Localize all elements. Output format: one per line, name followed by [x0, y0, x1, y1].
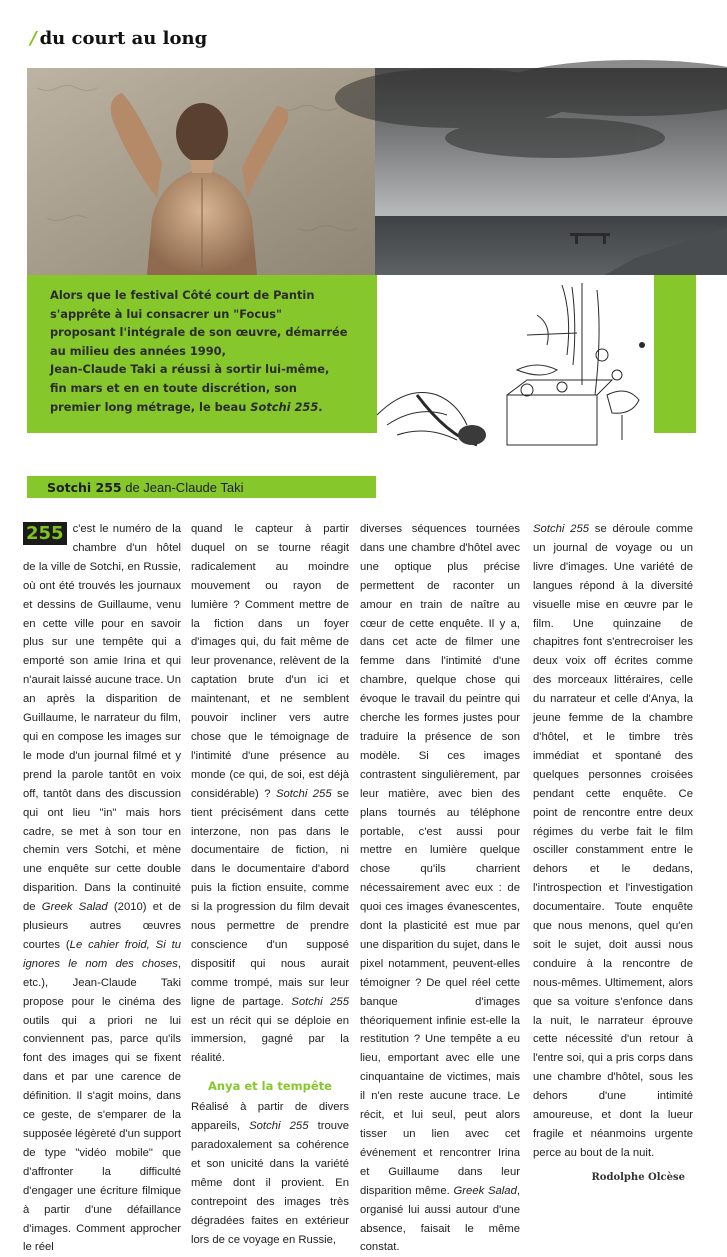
text-run: quand le capteur à partir duquel on se tourne réagit radicalement au moindre mouvement ou rayon de lumière ? Comment mettre de la fiction dans un foyer d'images qui, du fait même de leur provenance, relèvent de la captation brute d'un ici et maintenant, et ne semblent pouvoir incliner vers autre chose que le témoignage de l'intimité d'une présence au monde (ce qui, de soi, est déjà considérable) ? [191, 523, 349, 800]
text-run-italic: Sotchi 255 [275, 787, 332, 800]
photo-stormy-sea [375, 68, 727, 275]
section-title-text: du court au long [39, 28, 208, 49]
text-run: trouve paradoxalement sa cohérence et son unicité dans la variété même dont il provient. En contrepoint des images très dégradées faites en extérieur lors de ce voyage en Russie, [191, 1120, 349, 1246]
article-column-2 [191, 520, 349, 1250]
intro-line: Alors que le festival Côté court de Pantin [50, 288, 315, 302]
article-column-4 [533, 520, 693, 1188]
intro-line [50, 398, 368, 417]
text-run: diverses séquences tournées dans une chambre d'hôtel avec une optique plus précise permettent de raconter un amour en train de naître au cœur de cette enquête. Il y a, dans cet acte de filmer une femme dans l'intimité d'une chambre, quelque chose qui évoque le travail du peintre qui cherche les formes justes pour traduire la présence de son modèle. Si ces images contrastent singulièrement, par leur matière, avec bien des plans tournés au téléphone portable, c'est aussi pour mettre en lumière quelque chose qu'ils charrient nécessairement avec eux : de quoi ces images évanescentes, dont la plasticité est mue par une disparition du sujet, dans le pixel notamment, peuvent-elles témoigner ? De quel réel cette banque d'images théoriquement infinie est-elle la restitution ? Une tempête a eu lieu, emportant avec elle une cinquantaine de victimes, mais il n'en reste aucune trace. Le récit, et lui seul, peut alors tisser un lien avec cet événement et rencontrer Irina et Guillaume dans leur disparition même. [360, 523, 520, 1197]
article-column-1 [23, 520, 181, 1257]
intro-line: fin mars et en en toute discrétion, son [50, 380, 297, 395]
text-run-italic: Sotchi 255 [533, 523, 590, 535]
paragraph [360, 520, 520, 1257]
article-column-3 [360, 520, 520, 1257]
text-run: est un récit qui se déploie en immersion, gagné par la réalité. [191, 1014, 349, 1065]
illustration-drawing [377, 275, 677, 470]
intro-line: au milieu des années 1990, [50, 343, 226, 358]
title-slash: / [30, 28, 37, 49]
text-run-italic: Sotchi 255 [291, 995, 349, 1008]
section-title [30, 28, 207, 49]
dropcap-number: 255 [23, 522, 67, 545]
photo-woman-back [27, 68, 375, 275]
film-title-director: de Jean-Claude Taki [121, 480, 244, 495]
subheading: Anya et la tempête [208, 1079, 332, 1094]
text-run-italic: Greek Salad [453, 1184, 517, 1197]
film-title-name: Sotchi 255 [47, 480, 122, 495]
text-run: Réalisé à partir de divers appareils, [191, 1101, 349, 1133]
intro-line: s'apprête à lui consacrer un "Focus" [50, 306, 282, 321]
film-title [47, 480, 244, 495]
intro-line-text: premier long métrage, le beau [50, 399, 251, 414]
intro-line: proposant l'intégrale de son œuvre, démarrée [50, 325, 348, 340]
text-run: c'est le numéro de la chambre d'un hôtel de la ville de Sotchi, en Russie, où ont été trouvés les journaux et dessins de Guillaume, venu en cette ville pour en savoir plus sur une tempête qui a emporté son amie Irina et qui n'aurait laissé aucune trace. Un an après la disparition de Guillaume, le narrateur du film, qui en compose les images sur le mode d'un journal filmé et y prend la parole tantôt en voix off, tantôt dans des discussion qui ont lieu "in" mais hors cadre, se met à son tour en chemin vers Sotchi, et mène une enquête sur cette double disparition. Dans la continuité de [23, 523, 181, 914]
text-run-italic: Greek Salad [41, 901, 108, 914]
paragraph [23, 520, 181, 1257]
text-run-italic: Sotchi 255 [249, 1120, 309, 1133]
intro-film-name: Sotchi 255 [250, 399, 319, 414]
text-run: , etc.), Jean-Claude Taki propose pour le cinéma des outils qui a priori ne lui conviennent pas, parce qu'ils font des images qui se fixent dans et par une carence de définition. Il s'agit moins, dans ce geste, de s'emparer de la supposée légèreté d'un support de type "vidéo mobile" que d'affronter la difficulté d'engager une écriture filmique à partir d'une défaillance d'images. Comment approcher le réel [23, 957, 181, 1254]
text-run-italic: Le cahier froid, Si tu ignores le nom des choses [23, 938, 181, 970]
intro-text [50, 286, 368, 416]
author-signature: Rodolphe Olcèse [591, 1171, 685, 1183]
intro-line-end: . [318, 399, 323, 414]
paragraph [533, 520, 693, 1163]
paragraph [191, 1098, 349, 1249]
text-run: se déroule comme un journal de voyage ou un livre d'images. Une variété de langues répond à la diversité visuelle mise en œuvre par le film. Une quinzaine de chapitres font s'entrecroiser les deux voix off écrites comme des morceaux littéraires, celle du narrateur et celle d'Anya, la jeune femme de la chambre d'hôtel, et le timbre très immédiat et spontané des quelques personnes croisées pendant cette enquête. Ce point de rencontre entre deux régimes du verbe fait le film osciller constamment entre le dehors et le dedans, l'introspection et l'investigation documentaire. Toute enquête que nous menons, quel qu'en soit le sujet, doit aussi nous conduire à la rencontre de nous-mêmes. Ultimement, alors que sa voiture s'enfonce dans la nuit, le narrateur éprouve cette nécessité d'un retour à l'entre soi, qui a pris corps dans une chambre d'hôtel, sous les dehors d'une intimité amoureuse, et dont la lueur fragile et néanmoins urgente perce au bout de la nuit. [533, 523, 693, 1159]
text-run: se tient précisément dans cette interzone, non pas dans le documentaire de fiction, ni dans le documentaire d'abord puis la fiction ensuite, comme si la progression du film devait nous permettre de prendre conscience d'un supposé dispositif qui nous aurait comme trompé, mais sur leur ligne de partage. [191, 787, 349, 1008]
text-run: (2010) et de plusieurs autres œuvres courtes ( [23, 901, 181, 951]
intro-line: Jean-Claude Taki a réussi à sortir lui-même, [50, 362, 330, 377]
text-run: , organisé lui aussi autour d'une absence, faisait le même constat. [360, 1184, 521, 1254]
paragraph [191, 520, 349, 1068]
